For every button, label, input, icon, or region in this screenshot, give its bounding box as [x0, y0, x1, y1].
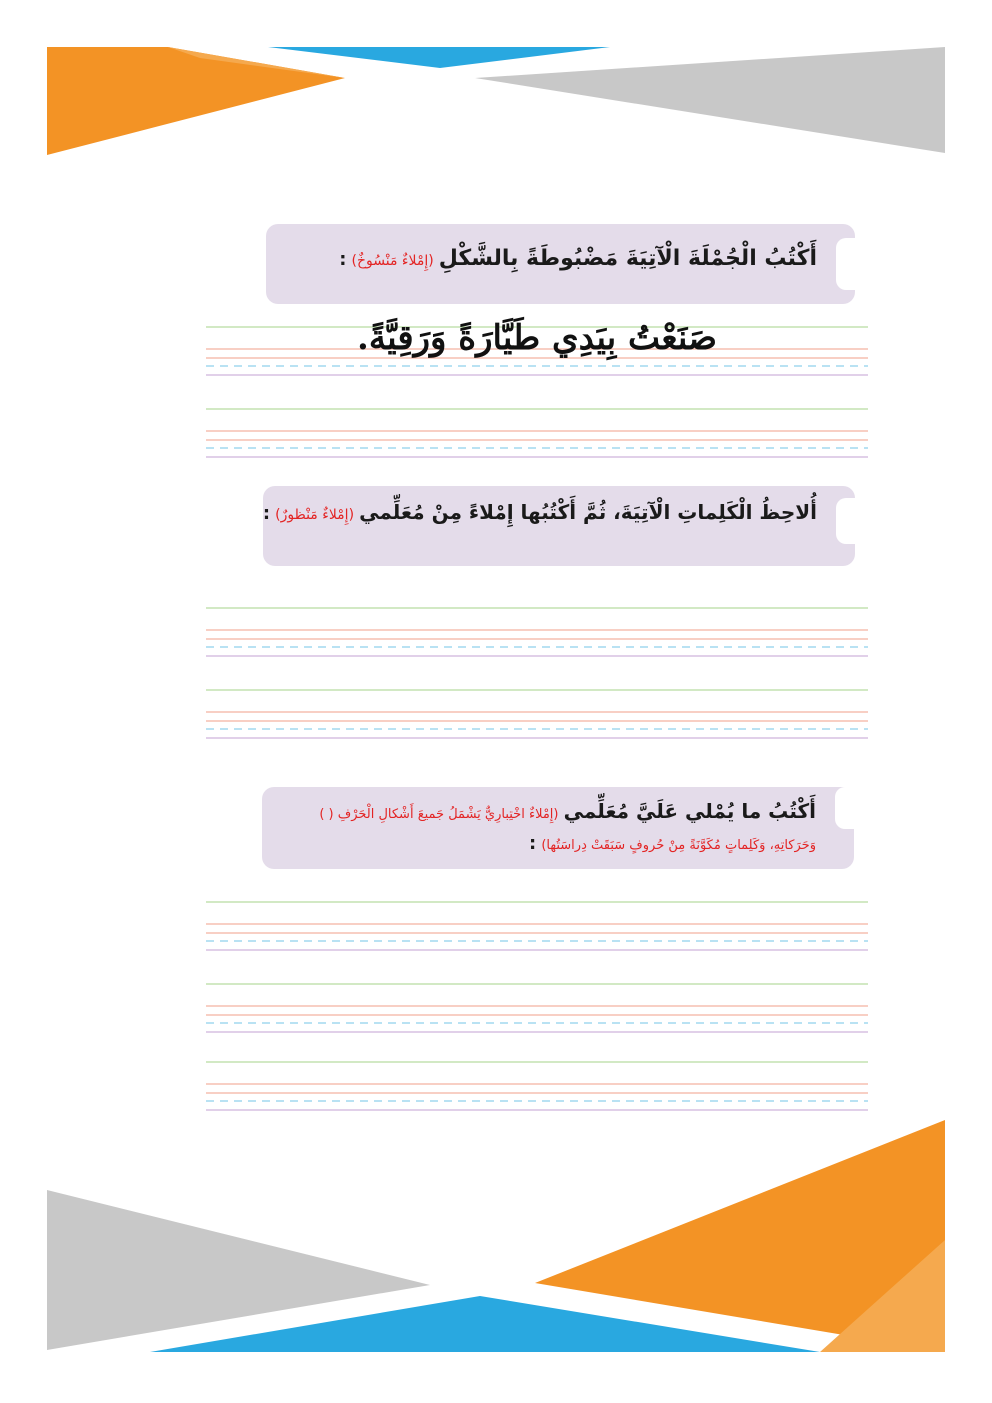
exercise3-colon: : [529, 833, 537, 854]
exercise1-note: (إِمْلاءٌ مَنْسُوخٌ) [351, 253, 434, 269]
exercise3-note-line1: (إِمْلاءٌ اخْتِبارِيٌّ يَشْمَلُ جَميعَ أَشْكالِ الْحَرْفِ ( ) [319, 807, 559, 822]
exercise3-instruction: أَكْتُبُ ما يُمْلي عَلَيَّ مُعَلِّمي [563, 799, 816, 823]
exercise3-note-line2: وَحَرَكاتِهِ، وَكَلِماتٍ مُكَوَّنَةً مِنْ حُروفٍ سَبَقَتْ دِراسَتُها) [541, 838, 816, 853]
model-sentence: صَنَعْتُ بِيَدِي طَيَّارَةً وَرَقِيَّةً. [357, 318, 717, 358]
exercise1-instruction: أَكْتُبُ الْجُمْلَةَ الْآتِيَةَ مَضْبُوطَةً بِالشَّكْلِ [438, 246, 817, 271]
exercise2-note: (إِمْلاءٌ مَنْظورٌ) [275, 507, 355, 523]
exercise2-colon: : [262, 503, 271, 524]
exercise1-colon: : [339, 249, 347, 270]
exercise2-instruction: أُلاحِظُ الْكَلِماتِ الْآتِيَةَ، ثُمَّ أَكْتُبُها إِمْلاءً مِنْ مُعَلِّمي [359, 500, 817, 524]
exercise3-banner [262, 787, 854, 869]
exercise1-banner [266, 224, 855, 304]
exercise2-banner [263, 486, 855, 566]
